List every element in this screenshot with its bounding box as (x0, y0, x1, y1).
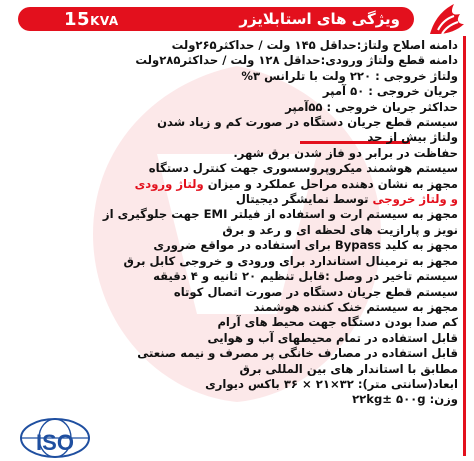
spec-item: مجهز به سیستم خنک کننده هوشمند (253, 299, 458, 314)
page-title: ویژگی های استابلایزر (239, 10, 400, 28)
spec-item: دامنه اصلاح ولتاژ:حداقل ۱۴۵ ولت / حداکثر۲۶۵ولت (171, 38, 458, 52)
spec-item: ولتاژ خروجی : ۲۲۰ ولت با تلرانس ۳% (241, 68, 458, 83)
spec-item: قابل استفاده در مصارف خانگی پر مصرف و نیمه صنعتی (137, 346, 458, 361)
highlight-output-voltage: و ولتاژ خروجی (372, 192, 458, 207)
spec-item: وزن: ۲۲kg± ۵۰۰g (352, 392, 458, 407)
spec-item: جریان خروجی : ۵۰ آمپر (322, 84, 458, 99)
spec-item: ولتاژ بیش از حد (367, 130, 458, 145)
spec-item: سیستم تاخیر در وصل :قابل تنظیم ۲۰ ثانیه و ۴ دقیقه (153, 269, 458, 284)
spec-item-highlight: مجهز به نشان دهنده مراحل عملکرد و میزان ولتاژ ورودی (134, 176, 458, 191)
spec-item: سیستم قطع جریان دستگاه در صورت کم و زیاد شدن (157, 115, 458, 130)
model-rating: 15KVA (64, 8, 119, 30)
spec-item: دامنه قطع ولتاژ ورودی:حداقل ۱۲۸ ولت / حداکثر۲۸۵ولت (135, 53, 458, 68)
spec-item: کم صدا بودن دستگاه جهت محیط های آرام (217, 315, 458, 330)
iso-globe-icon (18, 416, 92, 458)
spec-item: ابعاد(سانتی متر): ۳۲×۲۱ × ۳۶ باکس دیواری (205, 376, 458, 391)
highlight-input-voltage: ولتاژ ورودی (134, 176, 204, 191)
spec-item: مطابق با استاندار های بین المللی برق (239, 361, 458, 376)
title-bar (18, 7, 414, 31)
spec-item-highlight: و ولتاژ خروجی توسط نمایشگر دیجیتال (235, 192, 458, 207)
spec-item: حفاظت در برابر دو فاز شدن برق شهر. (233, 145, 458, 160)
winged-lion-logo-icon (424, 0, 468, 40)
spec-item: مجهز به کلید Bypass برای استفاده در مواقع ضروری (153, 238, 458, 253)
spec-item: سیستم قطع جریان دستگاه در صورت اتصال کوتاه (173, 284, 458, 299)
spec-list (16, 38, 458, 408)
iso-label: ISO (36, 430, 74, 455)
spec-item: مجهز به ترمینال استاندارد برای ورودی و خروجی کابل برق (123, 253, 458, 268)
spec-item: مجهز به سیستم ارت و استفاده از فیلتر EMI جهت جلوگیری از (102, 207, 458, 222)
spec-item: نویز و پارازیت های لحظه ای و رعد و برق (222, 222, 458, 237)
spec-item: حداکثر جریان خروجی : ۵۵آمپر (285, 99, 458, 114)
spec-item: قابل استفاده در تمام محیطهای آب و هوایی (207, 330, 458, 345)
spec-item: سیستم هوشمند میکروپروسسوری جهت کنترل دستگاه (148, 161, 458, 176)
side-divider (463, 36, 466, 456)
